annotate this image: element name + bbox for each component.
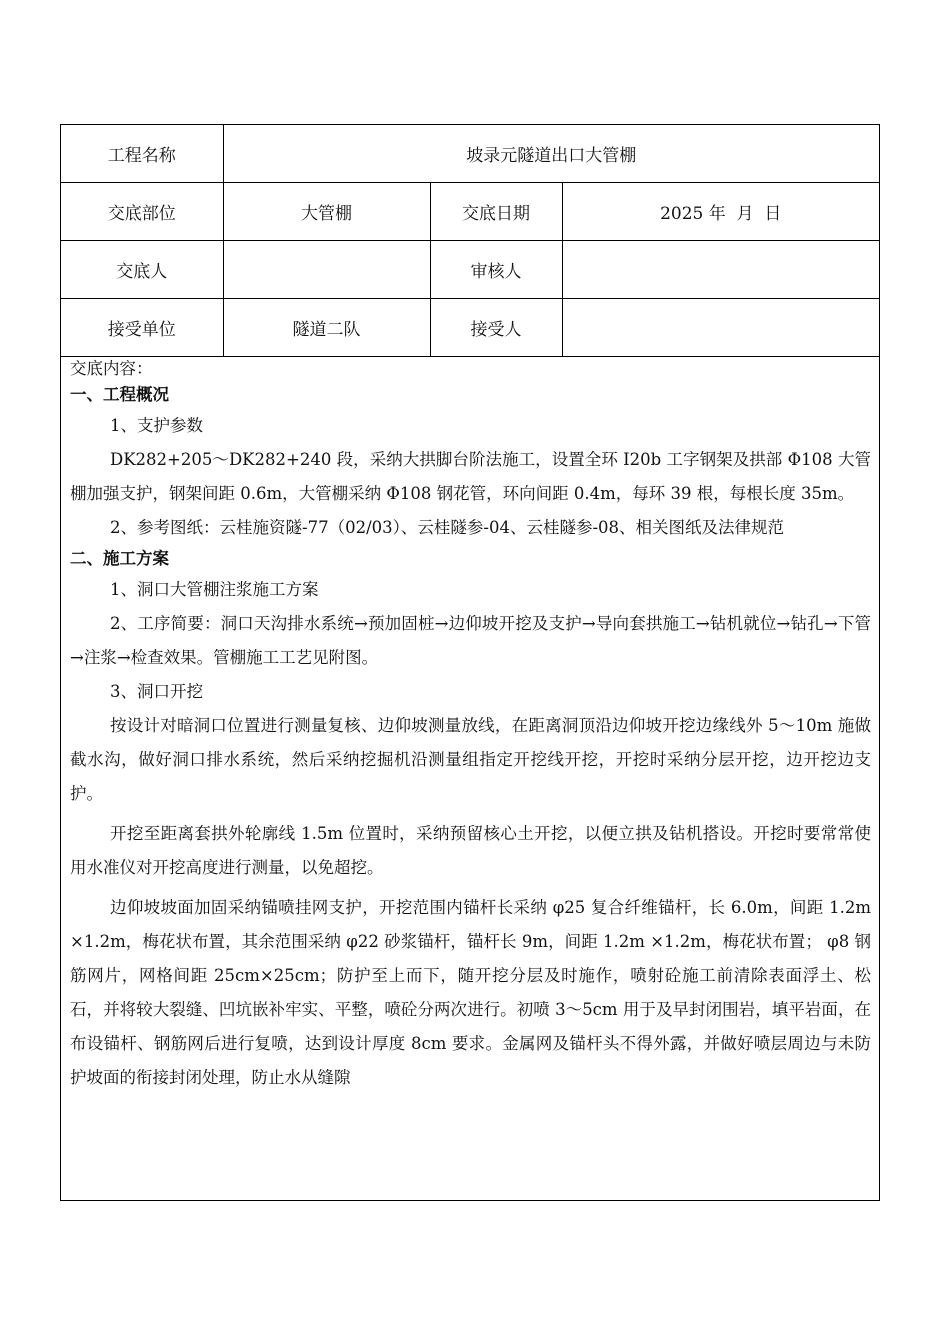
discloser-label: 交底人 xyxy=(61,241,223,299)
reviewer-value xyxy=(562,241,879,299)
project-name-value: 坡录元隧道出口大管棚 xyxy=(223,125,879,183)
disclosure-content xyxy=(61,357,879,1095)
discloser-value xyxy=(223,241,430,299)
section-1-item-2: 2、参考图纸：云桂施资隧-77（02/03）、云桂隧参-04、云桂隧参-08、相关图纸及法律规范 xyxy=(110,518,785,537)
row-project-name xyxy=(61,125,879,183)
disclosure-date-value: 2025 年 月 日 xyxy=(562,183,879,241)
section-1-support-params: DK282+205～DK282+240 段，采纳大拱脚台阶法施工，设置全环 I20b 工字钢架及拱部 Φ108 大管棚加强支护，钢架间距 0.6m，大管棚采纳 Φ108 钢花管，环向间距 0.4m，每环 39 根，每根长度 35m。 xyxy=(70,450,871,503)
section-2-excavation-p1: 按设计对暗洞口位置进行测量复核、边仰坡测量放线，在距离洞顶沿边仰坡开挖边缘线外 5～10m 施做截水沟，做好洞口排水系统，然后采纳挖掘机沿测量组指定开挖线开挖，开挖时采纳分层开挖，边开挖边支护。 xyxy=(70,716,871,803)
header-table xyxy=(61,125,879,357)
section-2-item-2: 2、工序简要：洞口天沟排水系统→预加固桩→边仰坡开挖及支护→导向套拱施工→钻机就位→钻孔→下管→注浆→检查效果。管棚施工工艺见附图。 xyxy=(70,614,871,667)
receiving-unit-label: 接受单位 xyxy=(61,299,223,357)
disclosure-form xyxy=(60,124,880,1201)
section-2-excavation-p3: 边仰坡坡面加固采纳锚喷挂网支护，开挖范围内锚杆长采纳 φ25 复合纤维锚杆，长 6.0m，间距 1.2m ×1.2m，梅花状布置，其余范围采纳 φ22 砂浆锚杆，锚杆长 9m，间距 1.2m ×1.2m，梅花状布置； φ8 钢筋网片，网格间距 25cm×25cm；防护至上而下，随开挖分层及时施作，喷射砼施工前清除表面浮土、松石，并将较大裂缝、凹坑嵌补牢实、平整，喷砼分两次进行。初喷 3～5cm 用于及早封闭围岩，填平岩面，在布设锚杆、钢筋网后进行复喷，达到设计厚度 8cm 要求。金属网及锚杆头不得外露，并做好喷层周边与未防护坡面的衔接封闭处理，防止水从缝隙 xyxy=(70,898,871,1087)
section-1-item-1: 1、支护参数 xyxy=(110,416,203,435)
content-intro: 交底内容： xyxy=(70,359,153,378)
row-receiving-unit xyxy=(61,299,879,357)
section-1-title: 一、工程概况 xyxy=(70,385,169,404)
disclosure-date-label: 交底日期 xyxy=(430,183,562,241)
row-discloser xyxy=(61,241,879,299)
receiver-value xyxy=(562,299,879,357)
section-2-title: 二、施工方案 xyxy=(70,549,169,568)
receiving-unit-value: 隧道二队 xyxy=(223,299,430,357)
disclosure-part-label: 交底部位 xyxy=(61,183,223,241)
section-2-item-1: 1、洞口大管棚注浆施工方案 xyxy=(110,580,319,599)
section-2-excavation-p2: 开挖至距离套拱外轮廓线 1.5m 位置时，采纳预留核心土开挖，以便立拱及钻机搭设。开挖时要常常使用水准仪对开挖高度进行测量，以免超挖。 xyxy=(70,824,871,877)
row-disclosure-part xyxy=(61,183,879,241)
section-2-item-3: 3、洞口开挖 xyxy=(110,682,203,701)
disclosure-part-value: 大管棚 xyxy=(223,183,430,241)
reviewer-label: 审核人 xyxy=(430,241,562,299)
project-name-label: 工程名称 xyxy=(61,125,223,183)
receiver-label: 接受人 xyxy=(430,299,562,357)
